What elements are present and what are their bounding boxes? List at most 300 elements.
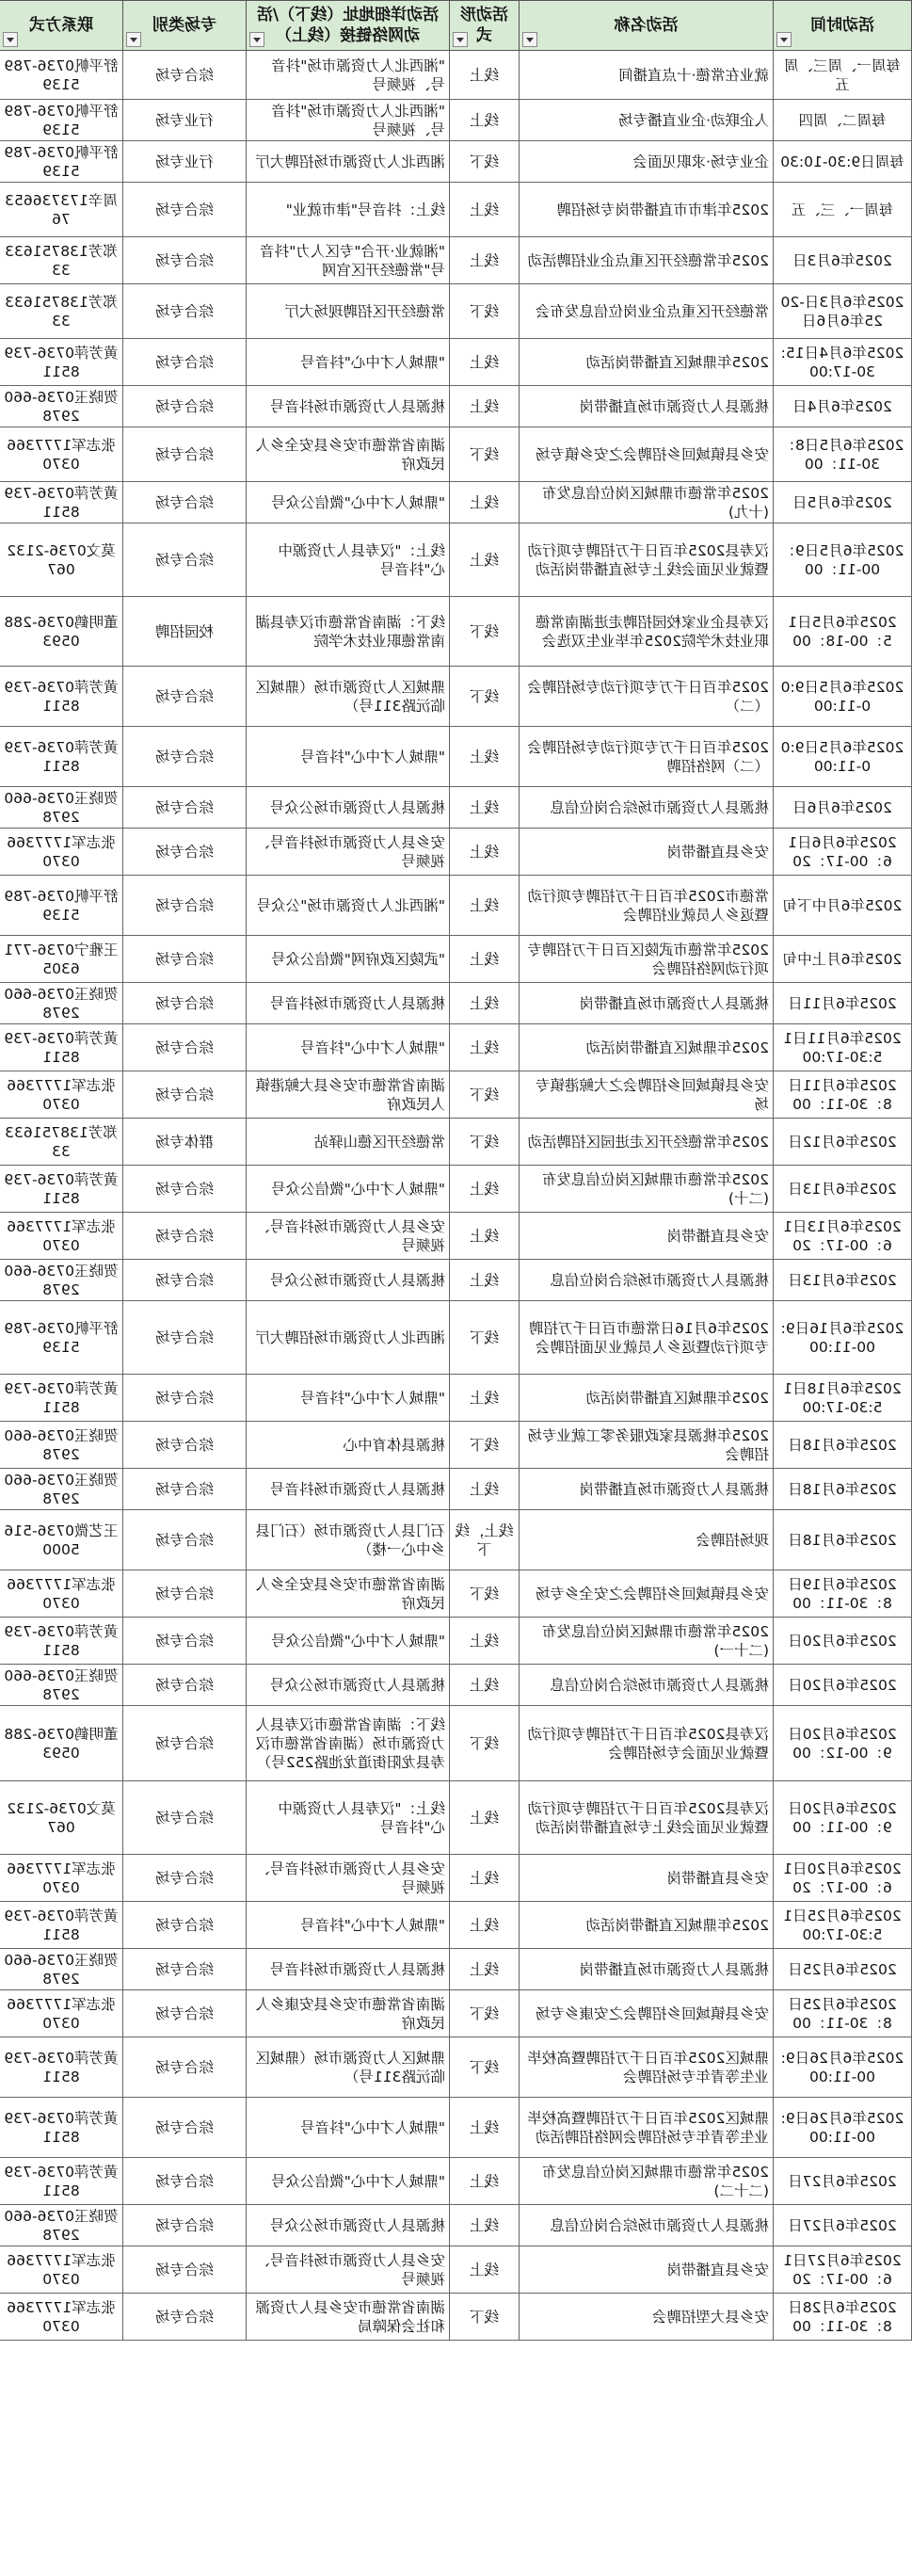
event-time-cell: 2025年6月27日 bbox=[774, 2158, 912, 2205]
table-row bbox=[0, 1422, 912, 1469]
contact-cell: 舒平帆0736-7895139 bbox=[0, 1301, 123, 1375]
table-row bbox=[0, 183, 912, 237]
contact-cell: 莫文0736-2132067 bbox=[0, 523, 123, 597]
contact-cell: 郑芳13875163333 bbox=[0, 237, 123, 284]
table-row bbox=[0, 1618, 912, 1665]
event-address-cell: 桃源县人力资源市场抖音号 bbox=[247, 1949, 450, 1990]
event-address-cell: 石门县人力资源市场（石门县乡中心一楼） bbox=[247, 1510, 450, 1570]
contact-cell: 张志军17773660370 bbox=[0, 1990, 123, 2037]
event-address-cell: "武陵区政府网"微信公众号 bbox=[247, 936, 450, 983]
table-row bbox=[0, 1301, 912, 1375]
event-name-cell: 桃源县人力资源市场综合岗位信息 bbox=[520, 787, 774, 829]
event-category-cell: 综合专场 bbox=[123, 1618, 247, 1665]
contact-cell: 黄芳萍0736-7398511 bbox=[0, 2098, 123, 2158]
event-address-cell: 桃源县人力资源市场公众号 bbox=[247, 2205, 450, 2246]
event-address-cell: 鼎城区人力资源市场（鼎城区临沅路311号） bbox=[247, 667, 450, 727]
table-row bbox=[0, 2246, 912, 2294]
event-category-cell: 综合专场 bbox=[123, 1781, 247, 1855]
contact-cell: 黄芳萍0736-7398511 bbox=[0, 1902, 123, 1949]
table-row bbox=[0, 482, 912, 523]
event-format-cell: 线上 bbox=[450, 1781, 520, 1855]
event-address-cell: "鼎城人才中心"抖音号 bbox=[247, 339, 450, 386]
event-name-cell: 汉寿县2025年百日千万招聘专项行动暨就业见面会专场招聘会 bbox=[520, 1706, 774, 1781]
table-row bbox=[0, 1949, 912, 1990]
event-name-cell: 桃源县人力资源市场直播带岗 bbox=[520, 1949, 774, 1990]
event-category-cell: 综合专场 bbox=[123, 2246, 247, 2294]
event-category-cell: 群体专场 bbox=[123, 1119, 247, 1166]
table-row bbox=[0, 1166, 912, 1213]
contact-cell: 黄芳萍0736-7398511 bbox=[0, 1166, 123, 1213]
event-format-cell: 线上 bbox=[450, 876, 520, 936]
event-category-cell: 综合专场 bbox=[123, 1902, 247, 1949]
header-contact[interactable]: 联系方式 bbox=[0, 1, 123, 51]
header-row bbox=[0, 1, 912, 51]
table-row bbox=[0, 2158, 912, 2205]
event-name-cell: 2025年鼎城区直播带岗活动 bbox=[520, 1024, 774, 1071]
event-format-cell: 线上 bbox=[450, 983, 520, 1024]
contact-cell: 张志军17773660370 bbox=[0, 1570, 123, 1618]
event-name-cell: 现场招聘会 bbox=[520, 1510, 774, 1570]
contact-cell: 舒平帆0736-7895139 bbox=[0, 51, 123, 100]
event-address-cell: 桃源县人力资源市场公众号 bbox=[247, 1665, 450, 1706]
event-category-cell: 综合专场 bbox=[123, 1665, 247, 1706]
contact-cell: 黄芳萍0736-7398511 bbox=[0, 1375, 123, 1422]
event-time-cell: 2025年6月4日 bbox=[774, 386, 912, 427]
event-category-cell: 综合专场 bbox=[123, 1422, 247, 1469]
event-address-cell: 线下：湖南省常德市汉寿县湖南常德职业技术学院 bbox=[247, 597, 450, 667]
event-address-cell: 湖南省常德市安乡县大鲸港镇人民政府 bbox=[247, 1071, 450, 1119]
contact-cell: 贺晓玉0736-6602978 bbox=[0, 2205, 123, 2246]
event-format-cell: 线下 bbox=[450, 141, 520, 183]
event-name-cell: 企业专场·求职见面会 bbox=[520, 141, 774, 183]
event-time-cell: 2025年6月5日 bbox=[774, 482, 912, 523]
event-time-cell: 2025年6月25日8：30-11：00 bbox=[774, 1990, 912, 2037]
event-address-cell: 桃源县人力资源市场公众号 bbox=[247, 787, 450, 829]
contact-cell: 张志军17773660370 bbox=[0, 1071, 123, 1119]
event-category-cell: 综合专场 bbox=[123, 1024, 247, 1071]
contact-cell: 张志军17773660370 bbox=[0, 1213, 123, 1260]
event-category-cell: 综合专场 bbox=[123, 1213, 247, 1260]
contact-cell: 张志军17773660370 bbox=[0, 2294, 123, 2341]
contact-cell: 舒平帆0736-7895139 bbox=[0, 100, 123, 141]
event-format-cell: 线下 bbox=[450, 427, 520, 482]
event-name-cell: 常德经开区重点企业岗位信息发布会 bbox=[520, 284, 774, 339]
event-time-cell: 2025年6月25日 bbox=[774, 1949, 912, 1990]
event-format-cell: 线上 bbox=[450, 1665, 520, 1706]
event-address-cell: 湘西北人力资源市场招聘大厅 bbox=[247, 1301, 450, 1375]
event-category-cell: 综合专场 bbox=[123, 339, 247, 386]
event-time-cell: 2025年6月20日 bbox=[774, 1665, 912, 1706]
event-category-cell: 综合专场 bbox=[123, 1510, 247, 1570]
event-address-cell: 线上："汉寿县人力资源中心"抖音号 bbox=[247, 523, 450, 597]
event-category-cell: 综合专场 bbox=[123, 427, 247, 482]
event-address-cell: "鼎城人才中心"抖音号 bbox=[247, 2098, 450, 2158]
table-row bbox=[0, 787, 912, 829]
event-category-cell: 综合专场 bbox=[123, 51, 247, 100]
contact-cell: 贺晓玉0736-6602978 bbox=[0, 787, 123, 829]
event-time-cell: 2025年6月18日 bbox=[774, 1510, 912, 1570]
event-time-cell: 2025年6月5日8：30-11：00 bbox=[774, 427, 912, 482]
table-row bbox=[0, 1469, 912, 1510]
event-address-cell: 常德经开区德山驿站 bbox=[247, 1119, 450, 1166]
event-time-cell: 2025年6月5日9：00-11：00 bbox=[774, 523, 912, 597]
event-time-cell: 2025年6月4日15:30-17:00 bbox=[774, 339, 912, 386]
event-format-cell: 线下 bbox=[450, 1301, 520, 1375]
table-row bbox=[0, 829, 912, 876]
table-row bbox=[0, 1510, 912, 1570]
event-format-cell: 线上 bbox=[450, 2205, 520, 2246]
table-row bbox=[0, 1260, 912, 1301]
header-event-address[interactable]: 活动详细地址（线下）/活动网络链接（线上） bbox=[247, 1, 450, 51]
event-category-cell: 综合专场 bbox=[123, 284, 247, 339]
event-format-cell: 线上 bbox=[450, 523, 520, 597]
event-name-cell: 2025年常德市鼎城区岗位信息发布(十九) bbox=[520, 482, 774, 523]
event-address-cell: 安乡县人力资源市场抖音号、视频号 bbox=[247, 1855, 450, 1902]
event-category-cell: 综合专场 bbox=[123, 829, 247, 876]
event-time-cell: 2025年6月27日16：00-17：20 bbox=[774, 2246, 912, 2294]
header-event-category[interactable]: 专场类别 bbox=[123, 1, 247, 51]
contact-cell: 张志军17773660370 bbox=[0, 427, 123, 482]
contact-cell: 舒平帆0736-7895139 bbox=[0, 141, 123, 183]
event-format-cell: 线下 bbox=[450, 1422, 520, 1469]
event-name-cell: 安乡县镇域回乡招聘会之安康乡专场 bbox=[520, 1990, 774, 2037]
event-format-cell: 线上 bbox=[450, 1855, 520, 1902]
event-format-cell: 线上 bbox=[450, 2158, 520, 2205]
contact-cell: 黄芳萍0736-7398511 bbox=[0, 667, 123, 727]
event-name-cell: 2025年常德市鼎城区岗位信息发布(二十一) bbox=[520, 1618, 774, 1665]
table-body bbox=[0, 51, 912, 2341]
event-address-cell: "湘西北人力资源市场"公众号 bbox=[247, 876, 450, 936]
event-name-cell: 常德市2025年百日千万招聘专项行动暨返乡人员就业招聘会 bbox=[520, 876, 774, 936]
event-name-cell: 2025年常德经开区重点企业招聘活动 bbox=[520, 237, 774, 284]
event-category-cell: 行业专场 bbox=[123, 100, 247, 141]
event-format-cell: 线下 bbox=[450, 1990, 520, 2037]
event-time-cell: 2025年6月18日 bbox=[774, 1469, 912, 1510]
event-category-cell: 综合专场 bbox=[123, 2037, 247, 2098]
event-address-cell: "鼎城人才中心"抖音号 bbox=[247, 1024, 450, 1071]
event-time-cell: 2025年6月12日 bbox=[774, 1119, 912, 1166]
table-row bbox=[0, 1781, 912, 1855]
contact-cell: 贺晓玉0736-6602978 bbox=[0, 386, 123, 427]
table-row bbox=[0, 100, 912, 141]
event-category-cell: 综合专场 bbox=[123, 787, 247, 829]
event-address-cell: 线上：抖音号"津市就业" bbox=[247, 183, 450, 237]
event-time-cell: 2025年6月18日15:30-17:00 bbox=[774, 1375, 912, 1422]
contact-cell: 黄芳萍0736-7398511 bbox=[0, 727, 123, 787]
event-format-cell: 线下 bbox=[450, 2037, 520, 2098]
event-time-cell: 2025年6月11日 bbox=[774, 983, 912, 1024]
contact-cell: 黄芳萍0736-7398511 bbox=[0, 1024, 123, 1071]
event-name-cell: 安乡县直播带岗 bbox=[520, 1855, 774, 1902]
event-time-cell: 2025年6月6日 bbox=[774, 787, 912, 829]
event-time-cell: 2025年6月3日-2025年6月6日 bbox=[774, 284, 912, 339]
table-row bbox=[0, 1213, 912, 1260]
event-name-cell: 2025年常德经开区走进园区招聘活动 bbox=[520, 1119, 774, 1166]
event-name-cell: 桃源县人力资源市场直播带岗 bbox=[520, 1469, 774, 1510]
event-time-cell: 2025年6月11日8：30-11：00 bbox=[774, 1071, 912, 1119]
event-address-cell: 安乡县人力资源市场抖音号、视频号 bbox=[247, 829, 450, 876]
event-format-cell: 线上 bbox=[450, 1260, 520, 1301]
table-row bbox=[0, 427, 912, 482]
table-row bbox=[0, 1570, 912, 1618]
event-address-cell: 湖南省常德市安乡县安全乡人民政府 bbox=[247, 427, 450, 482]
event-time-cell: 2025年6月20日 bbox=[774, 1618, 912, 1665]
event-category-cell: 综合专场 bbox=[123, 1260, 247, 1301]
event-time-cell: 2025年6月3日 bbox=[774, 237, 912, 284]
event-time-cell: 2025年6月20日9：00-11：00 bbox=[774, 1781, 912, 1855]
event-format-cell: 线上 bbox=[450, 1902, 520, 1949]
table-row bbox=[0, 51, 912, 100]
event-category-cell: 综合专场 bbox=[123, 936, 247, 983]
contact-cell: 王雅宁0736-7716305 bbox=[0, 936, 123, 983]
contact-cell: 董明鹤0736-2880593 bbox=[0, 1706, 123, 1781]
event-address-cell: 安乡县人力资源市场抖音号、视频号 bbox=[247, 2246, 450, 2294]
event-format-cell: 线上 bbox=[450, 727, 520, 787]
table-row bbox=[0, 936, 912, 983]
event-time-cell: 每周日9:30-10:30 bbox=[774, 141, 912, 183]
event-format-cell: 线上 bbox=[450, 1618, 520, 1665]
event-category-cell: 综合专场 bbox=[123, 1301, 247, 1375]
event-name-cell: 2025年常德市武陵区百日千万招聘专项行动网络招聘会 bbox=[520, 936, 774, 983]
event-time-cell: 2025年6月26日9:00-11:00 bbox=[774, 2037, 912, 2098]
event-time-cell: 2025年6月19日8：30-11：00 bbox=[774, 1570, 912, 1618]
event-category-cell: 行业专场 bbox=[123, 141, 247, 183]
event-category-cell: 综合专场 bbox=[123, 1990, 247, 2037]
event-time-cell: 2025年6月13日16：00-17：20 bbox=[774, 1213, 912, 1260]
event-address-cell: "鼎城人才中心"微信公众号 bbox=[247, 1618, 450, 1665]
event-name-cell: 安乡县直播带岗 bbox=[520, 1213, 774, 1260]
event-time-cell: 2025年6月26日9:00-11:00 bbox=[774, 2098, 912, 2158]
event-category-cell: 综合专场 bbox=[123, 1570, 247, 1618]
event-category-cell: 综合专场 bbox=[123, 1469, 247, 1510]
contact-cell: 郑芳13875163333 bbox=[0, 284, 123, 339]
event-format-cell: 线下 bbox=[450, 667, 520, 727]
event-address-cell: 常德经开区招聘现场大厅 bbox=[247, 284, 450, 339]
event-name-cell: 汉寿县2025年百日千万招聘专项行动暨就业见面会线上专场直播带岗活动 bbox=[520, 523, 774, 597]
event-name-cell: 汉寿县2025年百日千万招聘专项行动暨就业见面会线上专场直播带岗活动 bbox=[520, 1781, 774, 1855]
table-row bbox=[0, 727, 912, 787]
event-time-cell: 2025年6月27日 bbox=[774, 2205, 912, 2246]
event-time-cell: 每周一、周三、周五 bbox=[774, 51, 912, 100]
event-time-cell: 2025年6月5日9:00-11:00 bbox=[774, 727, 912, 787]
contact-cell: 黄芳萍0736-7398511 bbox=[0, 2158, 123, 2205]
contact-cell: 张志军17773660370 bbox=[0, 829, 123, 876]
event-format-cell: 线上 bbox=[450, 1166, 520, 1213]
event-time-cell: 2025年6月6日16：00-17：20 bbox=[774, 829, 912, 876]
contact-cell: 董明鹤0736-2880593 bbox=[0, 597, 123, 667]
event-address-cell: 线下：湖南省常德市汉寿县人力资源市场（湖南省常德市汉寿县龙阳街道龙池路252号） bbox=[247, 1706, 450, 1781]
contact-cell: 贺晓玉0736-6602978 bbox=[0, 1469, 123, 1510]
event-time-cell: 2025年6月5日9:00-11:00 bbox=[774, 667, 912, 727]
event-name-cell: 2025年百日千万专项行动专场招聘会（二） bbox=[520, 667, 774, 727]
event-name-cell: 桃源县人力资源市场直播带岗 bbox=[520, 983, 774, 1024]
contact-cell: 贺晓玉0736-6602978 bbox=[0, 983, 123, 1024]
event-name-cell: 汉寿县企业家校园招聘走进湖南常德职业技术学院2025年毕业生双选会 bbox=[520, 597, 774, 667]
table-row bbox=[0, 1855, 912, 1902]
event-address-cell: 桃源县人力资源市场抖音号 bbox=[247, 983, 450, 1024]
contact-cell: 黄芳萍0736-7398511 bbox=[0, 339, 123, 386]
table-row bbox=[0, 284, 912, 339]
contact-cell: 周辛17373665376 bbox=[0, 183, 123, 237]
event-address-cell: 鼎城区人力资源市场（鼎城区临沅路311号） bbox=[247, 2037, 450, 2098]
event-category-cell: 综合专场 bbox=[123, 482, 247, 523]
table-row bbox=[0, 141, 912, 183]
header-event-time[interactable]: 活动时间 bbox=[774, 1, 912, 51]
event-address-cell: "湘就业·开合"专区人力"抖音号"常德经开区官网 bbox=[247, 237, 450, 284]
event-address-cell: "鼎城人才中心"抖音号 bbox=[247, 1375, 450, 1422]
table-row bbox=[0, 1071, 912, 1119]
event-format-cell: 线上 bbox=[450, 1375, 520, 1422]
contact-cell: 贺晓玉0736-6602978 bbox=[0, 1665, 123, 1706]
event-category-cell: 综合专场 bbox=[123, 1166, 247, 1213]
table-row bbox=[0, 2205, 912, 2246]
contact-cell: 黄芳萍0736-7398511 bbox=[0, 482, 123, 523]
event-address-cell: "鼎城人才中心"微信公众号 bbox=[247, 1166, 450, 1213]
table-row bbox=[0, 339, 912, 386]
event-address-cell: 湖南省常德市安乡县安全乡人民政府 bbox=[247, 1570, 450, 1618]
event-format-cell: 线上 bbox=[450, 1469, 520, 1510]
table-row bbox=[0, 1375, 912, 1422]
event-name-cell: 安乡县镇域回乡招聘会之安全乡专场 bbox=[520, 1570, 774, 1618]
event-time-cell: 每周一、三、五 bbox=[774, 183, 912, 237]
event-format-cell: 线上 bbox=[450, 237, 520, 284]
table-row bbox=[0, 2294, 912, 2341]
event-address-cell: "湘西北人力资源市场"抖音号、视频号 bbox=[247, 51, 450, 100]
contact-cell: 张志军17773660370 bbox=[0, 1855, 123, 1902]
filter-dropdown-icon[interactable] bbox=[776, 32, 792, 47]
event-format-cell: 线上 bbox=[450, 482, 520, 523]
table-row bbox=[0, 2098, 912, 2158]
event-format-cell: 线下 bbox=[450, 2294, 520, 2341]
event-name-cell: 2025年常德市鼎城区岗位信息发布(二十) bbox=[520, 1166, 774, 1213]
event-time-cell: 2025年6月5日15：00-18：00 bbox=[774, 597, 912, 667]
table-row bbox=[0, 386, 912, 427]
table-row bbox=[0, 597, 912, 667]
event-name-cell: 安乡县直播带岗 bbox=[520, 829, 774, 876]
event-format-cell: 线上 bbox=[450, 2246, 520, 2294]
table-row bbox=[0, 1706, 912, 1781]
event-address-cell: 桃源县人力资源市场公众号 bbox=[247, 1260, 450, 1301]
event-format-cell: 线下 bbox=[450, 1119, 520, 1166]
event-time-cell: 2025年6月13日 bbox=[774, 1260, 912, 1301]
event-address-cell: "鼎城人才中心"抖音号 bbox=[247, 1902, 450, 1949]
event-category-cell: 综合专场 bbox=[123, 876, 247, 936]
event-name-cell: 安乡县镇域回乡招聘会之大鲸港镇专场 bbox=[520, 1071, 774, 1119]
event-category-cell: 综合专场 bbox=[123, 1375, 247, 1422]
event-category-cell: 综合专场 bbox=[123, 523, 247, 597]
event-address-cell: "湘西北人力资源市场"抖音号、视频号 bbox=[247, 100, 450, 141]
event-name-cell: 2025年鼎城区直播带岗活动 bbox=[520, 1902, 774, 1949]
table-row bbox=[0, 983, 912, 1024]
event-name-cell: 安乡县直播带岗 bbox=[520, 2246, 774, 2294]
event-format-cell: 线上 bbox=[450, 100, 520, 141]
event-category-cell: 综合专场 bbox=[123, 1071, 247, 1119]
event-time-cell: 2025年6月11日15:30-17:00 bbox=[774, 1024, 912, 1071]
event-address-cell: 湖南省常德市安乡县安康乡人民政府 bbox=[247, 1990, 450, 2037]
event-name-cell: 鼎城区2025年百日千万招聘暨高校毕业生等青年专场招聘会 bbox=[520, 2037, 774, 2098]
event-category-cell: 综合专场 bbox=[123, 2294, 247, 2341]
event-category-cell: 综合专场 bbox=[123, 983, 247, 1024]
table-row bbox=[0, 1665, 912, 1706]
table-row bbox=[0, 237, 912, 284]
event-format-cell: 线上 bbox=[450, 386, 520, 427]
event-format-cell: 线上，线下 bbox=[450, 1510, 520, 1570]
header-event-format[interactable]: 活动形式 bbox=[450, 1, 520, 51]
event-name-cell: 2025年津市市直播带岗专场招聘 bbox=[520, 183, 774, 237]
contact-cell: 舒平帆0736-7895139 bbox=[0, 876, 123, 936]
filter-dropdown-icon[interactable] bbox=[453, 32, 468, 47]
table-row bbox=[0, 876, 912, 936]
event-category-cell: 综合专场 bbox=[123, 1855, 247, 1902]
event-category-cell: 综合专场 bbox=[123, 2205, 247, 2246]
contact-cell: 张志军17773660370 bbox=[0, 2246, 123, 2294]
event-address-cell: 桃源县人力资源市场抖音号 bbox=[247, 386, 450, 427]
event-address-cell: 湖南省常德市安乡县人力资源和社会保障局 bbox=[247, 2294, 450, 2341]
event-address-cell: 桃源县人力资源市场抖音号 bbox=[247, 1469, 450, 1510]
event-name-cell: 安乡县大型招聘会 bbox=[520, 2294, 774, 2341]
table-row bbox=[0, 1119, 912, 1166]
event-category-cell: 综合专场 bbox=[123, 2158, 247, 2205]
event-format-cell: 线上 bbox=[450, 829, 520, 876]
event-format-cell: 线下 bbox=[450, 1570, 520, 1618]
filter-dropdown-icon[interactable] bbox=[126, 32, 141, 47]
contact-cell: 贺晓玉0736-6602978 bbox=[0, 1949, 123, 1990]
event-format-cell: 线下 bbox=[450, 597, 520, 667]
filter-dropdown-icon[interactable] bbox=[3, 32, 18, 47]
event-format-cell: 线上 bbox=[450, 51, 520, 100]
event-format-cell: 线上 bbox=[450, 1213, 520, 1260]
event-address-cell: "鼎城人才中心"微信公众号 bbox=[247, 482, 450, 523]
header-event-name[interactable]: 活动名称 bbox=[520, 1, 774, 51]
event-address-cell: 桃源县体育中心 bbox=[247, 1422, 450, 1469]
event-category-cell: 综合专场 bbox=[123, 727, 247, 787]
contact-cell: 黄芳萍0736-7398511 bbox=[0, 2037, 123, 2098]
event-name-cell: 就业在常德·十点直播间 bbox=[520, 51, 774, 100]
event-time-cell: 2025年6月16日9:00-11:00 bbox=[774, 1301, 912, 1375]
event-format-cell: 线下 bbox=[450, 1071, 520, 1119]
event-name-cell: 2025年6月16日常德市百日千万招聘专项行动暨返乡人员就业见面招聘会 bbox=[520, 1301, 774, 1375]
contact-cell: 莫文0736-2132067 bbox=[0, 1781, 123, 1855]
contact-cell: 黄芳萍0736-7398511 bbox=[0, 1618, 123, 1665]
event-address-cell: "鼎城人才中心"抖音号 bbox=[247, 727, 450, 787]
event-category-cell: 综合专场 bbox=[123, 237, 247, 284]
event-category-cell: 综合专场 bbox=[123, 1949, 247, 1990]
event-time-cell: 2025年6月20日9：00-12：00 bbox=[774, 1706, 912, 1781]
event-name-cell: 2025年常德市鼎城区岗位信息发布(二十二) bbox=[520, 2158, 774, 2205]
event-category-cell: 综合专场 bbox=[123, 386, 247, 427]
event-time-cell: 每周二、周四 bbox=[774, 100, 912, 141]
event-category-cell: 综合专场 bbox=[123, 2098, 247, 2158]
event-time-cell: 2025年6月18日 bbox=[774, 1422, 912, 1469]
event-name-cell: 2025年鼎城区直播带岗活动 bbox=[520, 1375, 774, 1422]
event-format-cell: 线上 bbox=[450, 936, 520, 983]
filter-dropdown-icon[interactable] bbox=[522, 32, 537, 47]
event-name-cell: 2025年百日千万专项行动专场招聘会（二）网络招聘 bbox=[520, 727, 774, 787]
event-time-cell: 2025年6月25日15:30-17:00 bbox=[774, 1902, 912, 1949]
event-address-cell: "鼎城人才中心"微信公众号 bbox=[247, 2158, 450, 2205]
table-row bbox=[0, 2037, 912, 2098]
contact-cell: 贺晓玉0736-6602978 bbox=[0, 1260, 123, 1301]
event-format-cell: 线上 bbox=[450, 1024, 520, 1071]
filter-dropdown-icon[interactable] bbox=[249, 32, 264, 47]
contact-cell: 贺晓玉0736-6602978 bbox=[0, 1422, 123, 1469]
table-row bbox=[0, 523, 912, 597]
event-address-cell: 线上："汉寿县人力资源中心"抖音号 bbox=[247, 1781, 450, 1855]
contact-cell: 郑芳13875163333 bbox=[0, 1119, 123, 1166]
event-time-cell: 2025年6月28日8：30-11：00 bbox=[774, 2294, 912, 2341]
event-format-cell: 线上 bbox=[450, 1949, 520, 1990]
event-category-cell: 综合专场 bbox=[123, 1706, 247, 1781]
